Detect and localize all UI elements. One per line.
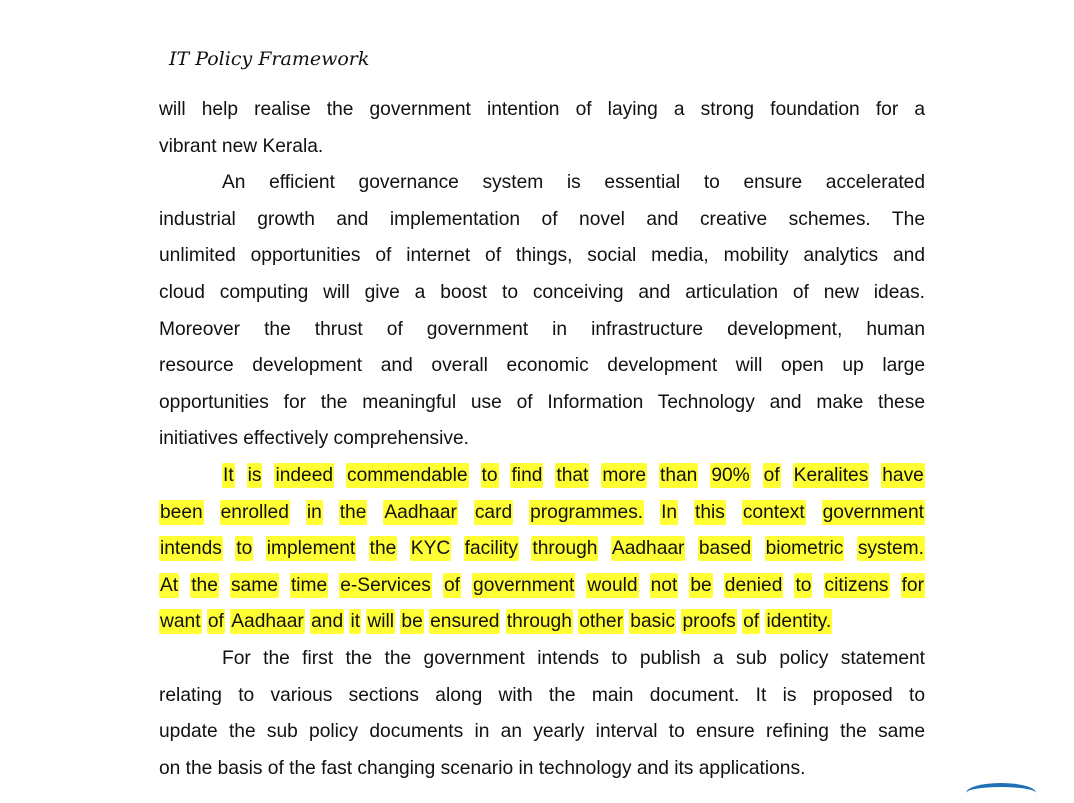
highlighted-word: want xyxy=(160,611,201,633)
highlighted-word: the xyxy=(339,501,367,523)
highlighted-word: for xyxy=(901,574,924,596)
paragraph-line: opportunities for the meaningful use of Information Technology and make these xyxy=(159,391,925,413)
paragraph-line: industrial growth and implementation of novel and creative schemes. The xyxy=(159,208,925,230)
highlighted-word: this xyxy=(695,501,725,523)
paragraph-line: For the first the the government intends to publish a sub policy statement xyxy=(222,647,925,669)
highlighted-word: than xyxy=(660,464,698,486)
paragraph-line: relating to various sections along with the main document. It is proposed to xyxy=(159,684,925,706)
highlighted-word: it xyxy=(350,611,361,633)
highlighted-word: same xyxy=(230,574,278,596)
highlighted-word: is xyxy=(247,464,262,486)
paragraph xyxy=(159,92,925,165)
highlighted-word: biometric xyxy=(765,538,844,560)
highlighted-word: Keralites xyxy=(793,464,869,486)
highlighted-word: enrolled xyxy=(220,501,289,523)
highlighted-word: in xyxy=(306,501,322,523)
highlighted-word: system. xyxy=(857,538,924,560)
highlighted-word: the xyxy=(369,538,397,560)
paragraph-line xyxy=(159,531,925,568)
highlighted-word: through xyxy=(506,611,572,633)
highlighted-word: basic xyxy=(630,611,676,633)
paragraph-line: unlimited opportunities of internet of things, social media, mobility analytics and xyxy=(159,245,925,267)
highlighted-word: 90% xyxy=(711,464,750,486)
highlighted-word: of xyxy=(743,611,760,633)
paragraph-line: vibrant new Kerala. xyxy=(159,135,324,157)
paragraph xyxy=(159,165,925,458)
highlighted-word: be xyxy=(401,611,423,633)
highlighted-word: intends xyxy=(160,538,222,560)
paragraph-line: Moreover the thrust of government in infrastructure development, human xyxy=(159,318,925,340)
highlighted-word: government xyxy=(822,501,924,523)
highlighted-word: of xyxy=(207,611,224,633)
highlighted-word: and xyxy=(311,611,344,633)
paragraph-line: on the basis of the fast changing scenario in technology and its applications. xyxy=(159,757,806,779)
highlighted-word: commendable xyxy=(347,464,468,486)
paragraph-line: An efficient governance system is essential to ensure accelerated xyxy=(222,172,925,194)
highlighted-word: find xyxy=(511,464,543,486)
highlighted-word: facility xyxy=(464,538,518,560)
corner-logo-arc xyxy=(966,783,1036,803)
highlighted-word: be xyxy=(690,574,712,596)
highlighted-word: of xyxy=(763,464,780,486)
highlighted-word: government xyxy=(473,574,575,596)
highlighted-word: time xyxy=(290,574,328,596)
highlighted-word: based xyxy=(698,538,752,560)
highlighted-word: ensured xyxy=(430,611,500,633)
highlighted-word: other xyxy=(579,611,623,633)
highlighted-word: Aadhaar xyxy=(611,538,685,560)
paragraph-line: resource development and overall economic development will open up large xyxy=(159,355,925,377)
highlighted-word: card xyxy=(474,501,513,523)
highlighted-word: would xyxy=(587,574,638,596)
highlighted-paragraph xyxy=(159,458,925,641)
highlighted-word: indeed xyxy=(275,464,334,486)
highlighted-word: identity. xyxy=(766,611,832,633)
highlighted-word: Aadhaar xyxy=(231,611,304,633)
highlighted-word: It xyxy=(223,464,234,486)
highlighted-word: In xyxy=(661,501,678,523)
highlighted-word: will xyxy=(367,611,395,633)
highlighted-word: of xyxy=(443,574,460,596)
highlighted-word: to xyxy=(481,464,498,486)
paragraph-line: update the sub policy documents in an yearly interval to ensure refining the same xyxy=(159,721,925,743)
paragraph-line: will help realise the government intention of laying a strong foundation for a xyxy=(159,99,925,120)
highlighted-word: denied xyxy=(724,574,783,596)
highlighted-word: more xyxy=(602,464,647,486)
highlighted-word: proofs xyxy=(682,611,736,633)
highlighted-word: e-Services xyxy=(340,574,431,596)
highlighted-word: context xyxy=(742,501,805,523)
paragraph-line xyxy=(159,568,925,605)
highlighted-word: to xyxy=(236,538,253,560)
highlighted-word: to xyxy=(795,574,812,596)
paragraph-line xyxy=(159,495,925,532)
highlighted-word: implement xyxy=(266,538,356,560)
paragraph-line xyxy=(159,604,925,641)
highlighted-word: citizens xyxy=(824,574,889,596)
running-header: IT Policy Framework xyxy=(169,48,370,70)
paragraph xyxy=(159,641,925,787)
highlighted-word: At xyxy=(160,574,179,596)
highlighted-word: been xyxy=(160,501,203,523)
highlighted-word: the xyxy=(191,574,218,596)
document-body xyxy=(159,92,925,787)
paragraph-line: cloud computing will give a boost to conceiving and articulation of new ideas. xyxy=(159,281,925,303)
highlighted-word: that xyxy=(556,464,589,486)
highlighted-word: through xyxy=(532,538,598,560)
paragraph-line: initiatives effectively comprehensive. xyxy=(159,428,469,450)
paragraph-line xyxy=(159,458,925,495)
highlighted-word: not xyxy=(650,574,678,596)
highlighted-word: programmes. xyxy=(530,501,644,523)
highlighted-word: have xyxy=(882,464,924,486)
highlighted-word: Aadhaar xyxy=(384,501,457,523)
highlighted-word: KYC xyxy=(410,538,451,560)
